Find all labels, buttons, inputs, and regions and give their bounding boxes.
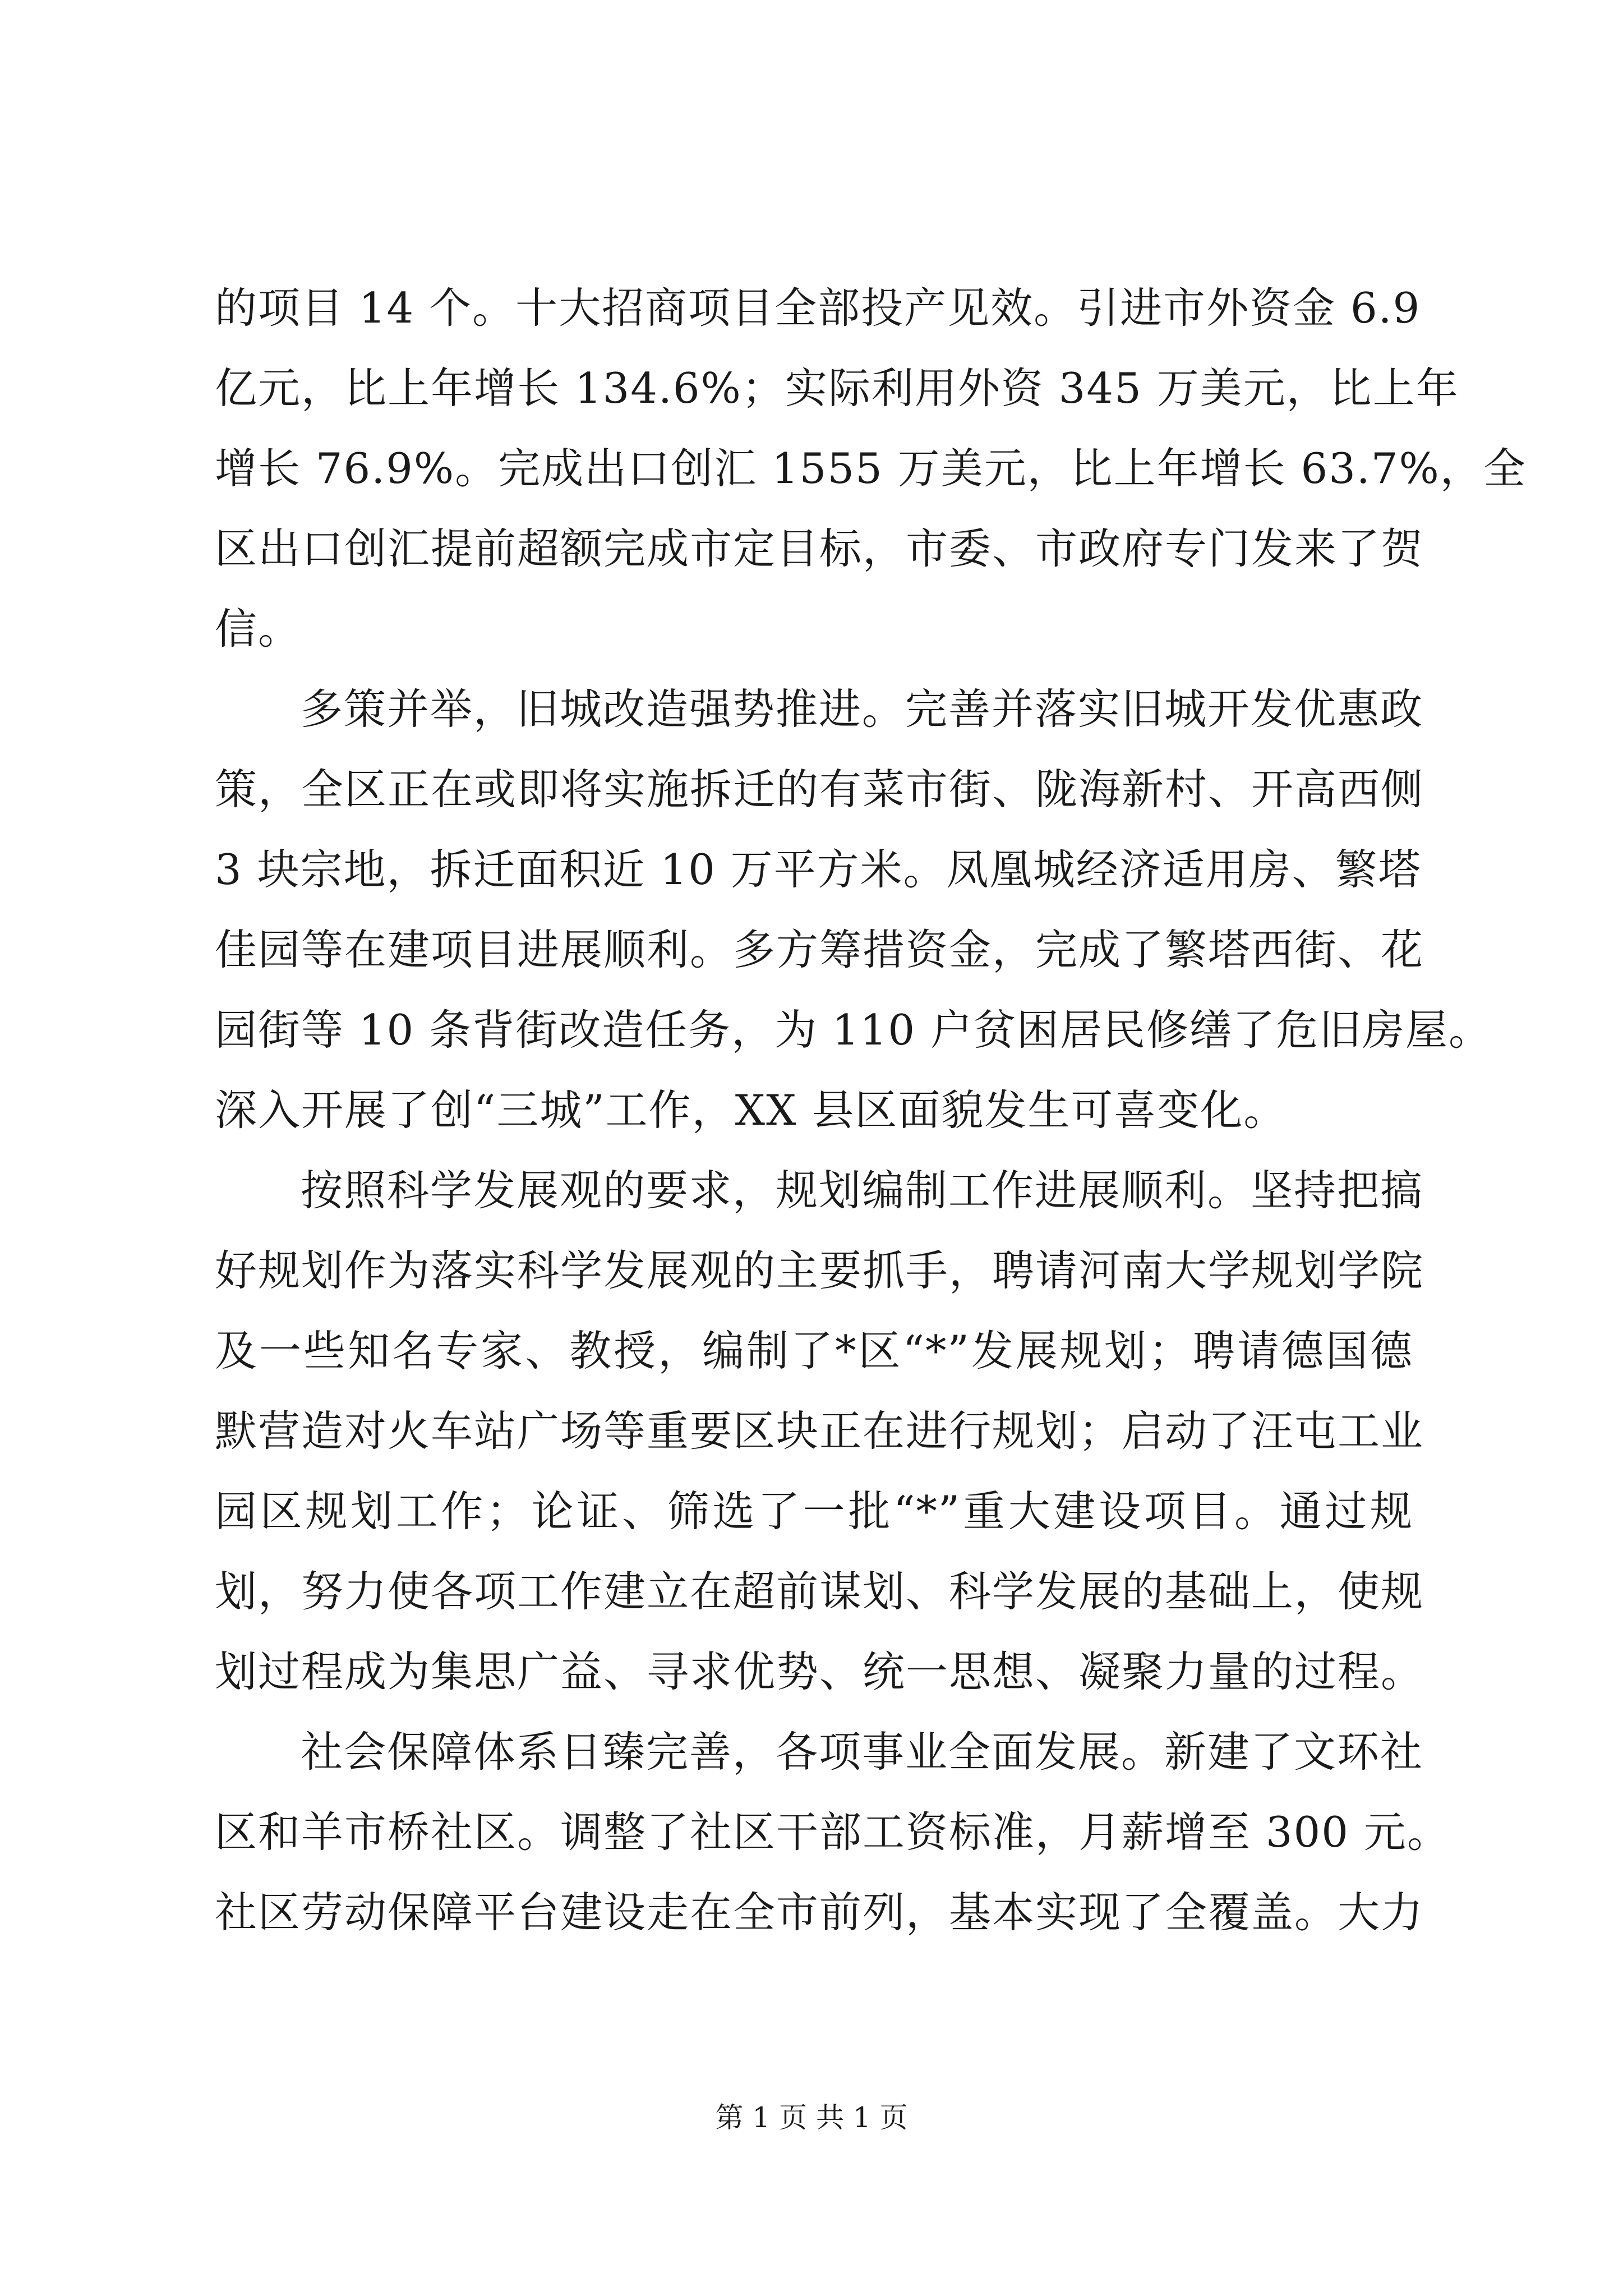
text-line: 社区劳动保障平台建设走在全市前列，基本实现了全覆盖。大力 [215, 1888, 1424, 1937]
text-line: 及一些知名专家、教授，编制了*区“*”发展规划；聘请德国德 [215, 1326, 1413, 1375]
text-line: 深入开展了创“三城”工作，XX 县区面貌发生可喜变化。 [215, 1085, 1287, 1135]
text-line: 好规划作为落实科学发展观的主要抓手，聘请河南大学规划学院 [215, 1246, 1424, 1295]
text-line: 佳园等在建项目进展顺利。多方筹措资金，完成了繁塔西街、花 [215, 925, 1424, 974]
text-line: 区和羊市桥社区。调整了社区干部工资标准，月薪增至 300 元。 [215, 1807, 1450, 1857]
text-line: 策，全区正在或即将实施拆迁的有菜市街、陇海新村、开高西侧 [215, 765, 1424, 814]
paragraph-3 [215, 1151, 1424, 1712]
paragraph-1 [215, 268, 1527, 669]
paragraph-4 [215, 1712, 1450, 1953]
text-line: 划过程成为集思广益、寻求优势、统一思想、凝聚力量的过程。 [215, 1647, 1424, 1696]
text-line: 园区规划工作；论证、筛选了一批“*”重大建设项目。通过规 [215, 1487, 1413, 1536]
text-line: 多策并举，旧城改造强势推进。完善并落实旧城开发优惠政 [301, 684, 1424, 734]
text-line: 区出口创汇提前超额完成市定目标，市委、市政府专门发来了贺 [215, 524, 1424, 573]
document-body [215, 268, 1527, 1953]
text-line: 信。 [215, 604, 302, 654]
text-line: 增长 76.9%。完成出口创汇 1555 万美元，比上年增长 63.7%，全 [215, 444, 1527, 493]
text-line: 的项目 14 个。十大招商项目全部投产见效。引进市外资金 6.9 [215, 283, 1421, 333]
page-number-footer: 第 1 页 共 1 页 [715, 2101, 908, 2134]
text-line: 亿元，比上年增长 134.6%；实际利用外资 345 万美元，比上年 [215, 364, 1459, 413]
text-line: 园街等 10 条背街改造任务，为 110 户贫困居民修缮了危旧房屋。 [215, 1005, 1492, 1055]
text-line: 社会保障体系日臻完善，各项事业全面发展。新建了文环社 [301, 1727, 1424, 1777]
text-line: 划，努力使各项工作建立在超前谋划、科学发展的基础上，使规 [215, 1567, 1424, 1616]
text-line: 默营造对火车站广场等重要区块正在进行规划；启动了汪屯工业 [215, 1406, 1424, 1456]
text-line: 3 块宗地，拆迁面积近 10 万平方米。凤凰城经济适用房、繁塔 [215, 845, 1422, 894]
text-line: 按照科学发展观的要求，规划编制工作进展顺利。坚持把搞 [301, 1166, 1424, 1215]
paragraph-2 [215, 669, 1492, 1151]
